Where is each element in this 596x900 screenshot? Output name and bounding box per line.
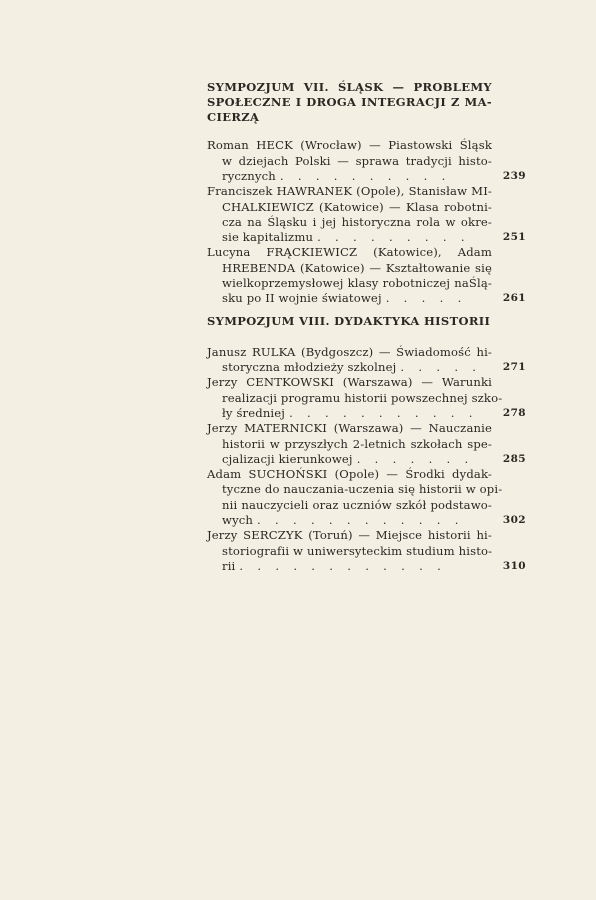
dot-leader: . . . . . . . . . . .	[289, 405, 478, 420]
page-number: 271	[502, 361, 526, 374]
toc-entry[interactable]	[207, 467, 526, 528]
entry-line: Franciszek HAWRANEK (Opole), Stanisław MI-	[207, 184, 492, 199]
entry-line: sku po II wojnie światowej	[222, 291, 382, 306]
heading-line: SPOŁECZNE I DROGA INTEGRACJI Z MA-	[207, 94, 492, 109]
toc-entry[interactable]	[207, 344, 526, 376]
entry-line: rycznych	[222, 168, 276, 183]
toc-entry[interactable]	[207, 528, 526, 574]
entry-line: Jerzy CENTKOWSKI (Warszawa) — Warunki	[207, 375, 492, 390]
entry-leader-line	[207, 291, 492, 306]
page-number: 261	[502, 292, 526, 305]
toc-entry[interactable]	[207, 245, 526, 306]
heading-line: SYMPOZJUM VII. ŚLĄSK — PROBLEMY	[207, 80, 492, 94]
entry-line: historii w przyszłych 2-letnich szkołach spe-	[222, 436, 492, 451]
dot-leader: . . . . . . . . .	[317, 230, 470, 245]
entry-line: ły średniej	[222, 405, 286, 420]
toc-entry[interactable]	[207, 184, 526, 245]
entry-line: storyczna młodzieży szkolnej	[222, 360, 397, 375]
entry-line: tyczne do nauczania-uczenia się historii w opi-	[222, 482, 503, 497]
dot-leader: . . . . . . .	[356, 451, 474, 466]
dot-leader: . . . . . . . . . . . .	[239, 558, 447, 573]
entry-line: sie kapitalizmu	[222, 230, 314, 245]
entry-line: wielkoprzemysłowej klasy robotniczej naŚlą-	[222, 276, 492, 291]
entry-line: nii nauczycieli oraz uczniów szkół podstawo-	[222, 497, 492, 512]
entry-leader-line	[207, 559, 492, 574]
page-number: 310	[502, 559, 526, 572]
entry-leader-line	[207, 513, 492, 528]
toc-entry[interactable]	[207, 138, 526, 184]
dot-leader: . . . . . . . . . . . .	[257, 513, 464, 528]
entry-line: realizacji programu historii powszechnej szko-	[222, 390, 503, 405]
entry-line: Adam SUCHOŃSKI (Opole) — Środki dydak-	[207, 467, 492, 482]
dot-leader: . . . . .	[385, 291, 467, 306]
dot-leader: . . . . . . . . . .	[279, 168, 451, 183]
entry-line: rii	[222, 558, 236, 573]
entry-line: cza na Śląsku i jej historyczna rola w okre-	[222, 214, 492, 229]
page-number: 302	[502, 514, 526, 527]
section-heading	[207, 80, 492, 124]
toc-entry[interactable]	[207, 421, 526, 467]
entry-line: Roman HECK (Wrocław) — Piastowski Śląsk	[207, 138, 492, 153]
dot-leader: . . . . .	[400, 360, 482, 375]
entry-line: HREBENDA (Katowice) — Kształtowanie się	[222, 260, 492, 275]
entry-line: CHALKIEWICZ (Katowice) — Klasa robotni-	[222, 199, 492, 214]
heading-line: SYMPOZJUM VIII. DYDAKTYKA HISTORII	[207, 314, 491, 328]
entry-line: Lucyna FRĄCKIEWICZ (Katowice), Adam	[207, 245, 492, 260]
entry-line: cjalizacji kierunkowej	[222, 451, 353, 466]
entry-leader-line	[207, 452, 492, 467]
section-symposium-7	[207, 80, 526, 307]
toc-entry[interactable]	[207, 375, 526, 421]
page-number: 239	[502, 169, 526, 182]
section-heading	[207, 314, 492, 329]
entry-line: storiografii w uniwersyteckim studium histo-	[222, 543, 493, 558]
entry-leader-line	[207, 169, 492, 184]
entry-leader-line	[207, 360, 492, 375]
entry-leader-line	[207, 406, 492, 421]
entry-leader-line	[207, 230, 492, 245]
entry-line: wych	[222, 513, 254, 528]
page-number: 285	[502, 452, 526, 465]
entry-line: w dziejach Polski — sprawa tradycji histo-	[222, 153, 492, 168]
section-symposium-8	[207, 314, 526, 574]
heading-line: CIERZĄ	[207, 109, 260, 124]
entry-line: Janusz RULKA (Bydgoszcz) — Świadomość hi-	[207, 344, 492, 359]
entry-line: Jerzy SERCZYK (Toruń) — Miejsce historii hi-	[207, 528, 492, 543]
entry-line: Jerzy MATERNICKI (Warszawa) — Nauczanie	[207, 421, 492, 436]
page-number: 278	[502, 406, 526, 419]
page-number: 251	[502, 231, 526, 244]
